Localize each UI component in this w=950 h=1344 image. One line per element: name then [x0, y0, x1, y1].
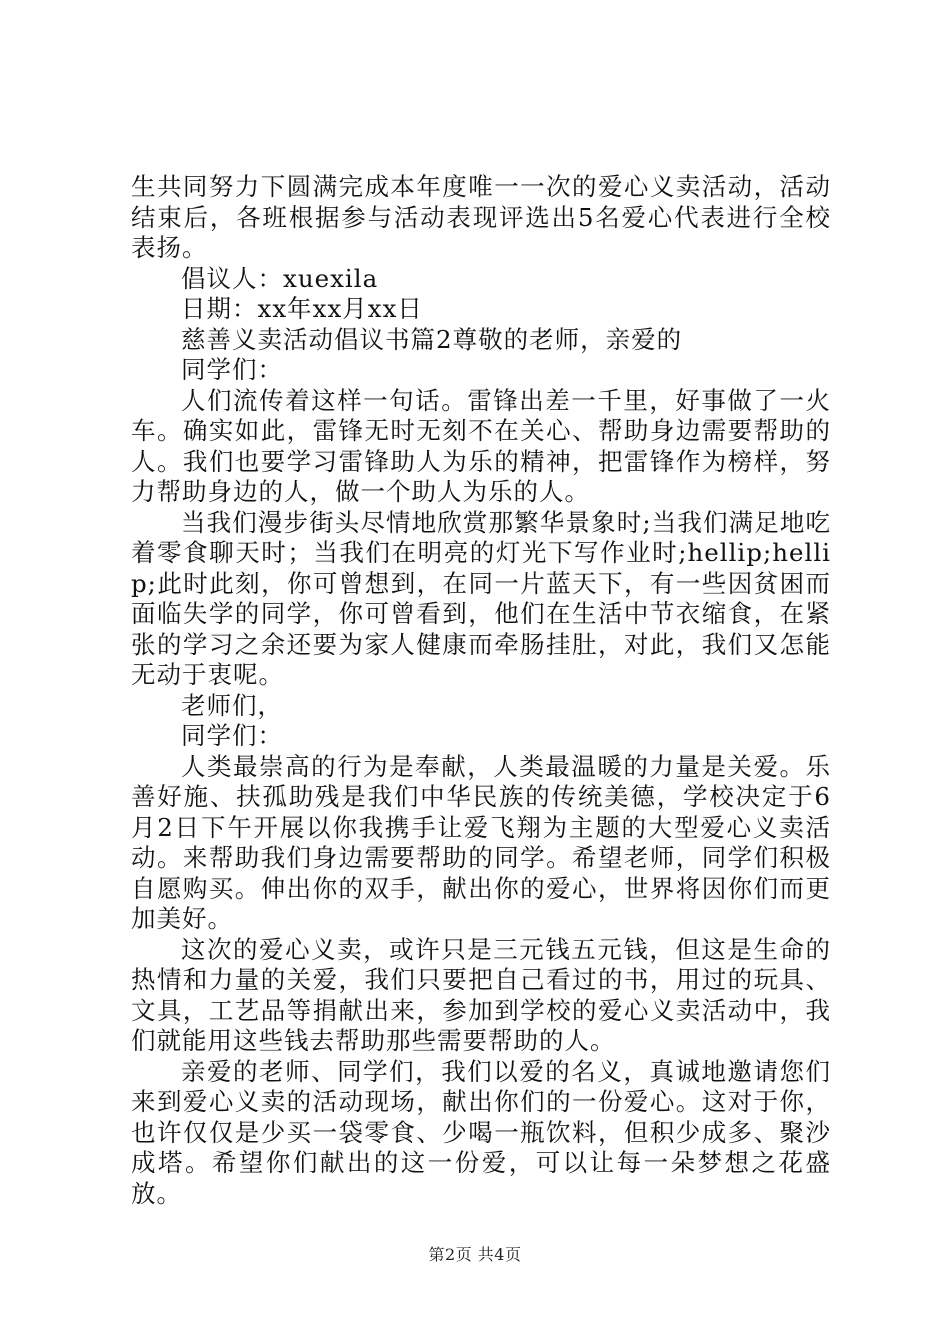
paragraph: 人们流传着这样一句话。雷锋出差一千里，好事做了一火车。确实如此，雷锋无时无刻不在关心、帮助身边需要帮助的人。我们也要学习雷锋助人为乐的精神，把雷锋作为榜样，努力帮助身边的人，做一个助人为乐的人。	[131, 385, 831, 506]
salutation: 老师们，	[181, 690, 283, 720]
paragraph: 生共同努力下圆满完成本年度唯一一次的爱心义卖活动，活动结束后，各班根据参与活动表现评选出5名爱心代表进行全校表扬。	[131, 172, 831, 262]
initiator-line: 倡议人：xuexila	[181, 263, 379, 293]
paragraph: 亲爱的老师、同学们，我们以爱的名义，真诚地邀请您们来到爱心义卖的活动现场，献出你们的一份爱心。这对于你，也许仅仅是少买一袋零食、少喝一瓶饮料，但积少成多、聚沙成塔。希望你们献出的这一份爱，可以让每一朵梦想之花盛放。	[131, 1056, 831, 1208]
paragraph: 这次的爱心义卖，或许只是三元钱五元钱，但这是生命的热情和力量的关爱，我们只要把自己看过的书，用过的玩具、文具，工艺品等捐献出来，参加到学校的爱心义卖活动中，我们就能用这些钱去帮助那些需要帮助的人。	[131, 934, 831, 1055]
salutation: 同学们：	[181, 355, 283, 384]
document-body	[131, 172, 831, 1209]
paragraph: 人类最崇高的行为是奉献，人类最温暖的力量是关爱。乐善好施、扶孤助残是我们中华民族的传统美德，学校决定于6月2日下午开展以你我携手让爱飞翔为主题的大型爱心义卖活动。来帮助我们身边需要帮助的同学。希望老师，同学们积极自愿购买。伸出你的双手，献出你的爱心，世界将因你们而更加美好。	[131, 751, 831, 933]
paragraph: 当我们漫步街头尽情地欣赏那繁华景象时;当我们满足地吃着零食聊天时；当我们在明亮的灯光下写作业时;hellip;hellip;此时此刻，你可曾想到，在同一片蓝天下，有一些因贫困而面临失学的同学，你可曾看到，他们在生活中节衣缩食，在紧张的学习之余还要为家人健康而牵肠挂肚，对此，我们又怎能无动于衷呢。	[131, 507, 831, 689]
salutation: 同学们：	[181, 721, 283, 750]
date-line: 日期：xx年xx月xx日	[181, 294, 423, 323]
section-heading: 慈善义卖活动倡议书篇2尊敬的老师，亲爱的	[181, 324, 683, 354]
page-footer: 第2页 共4页	[428, 1245, 522, 1264]
